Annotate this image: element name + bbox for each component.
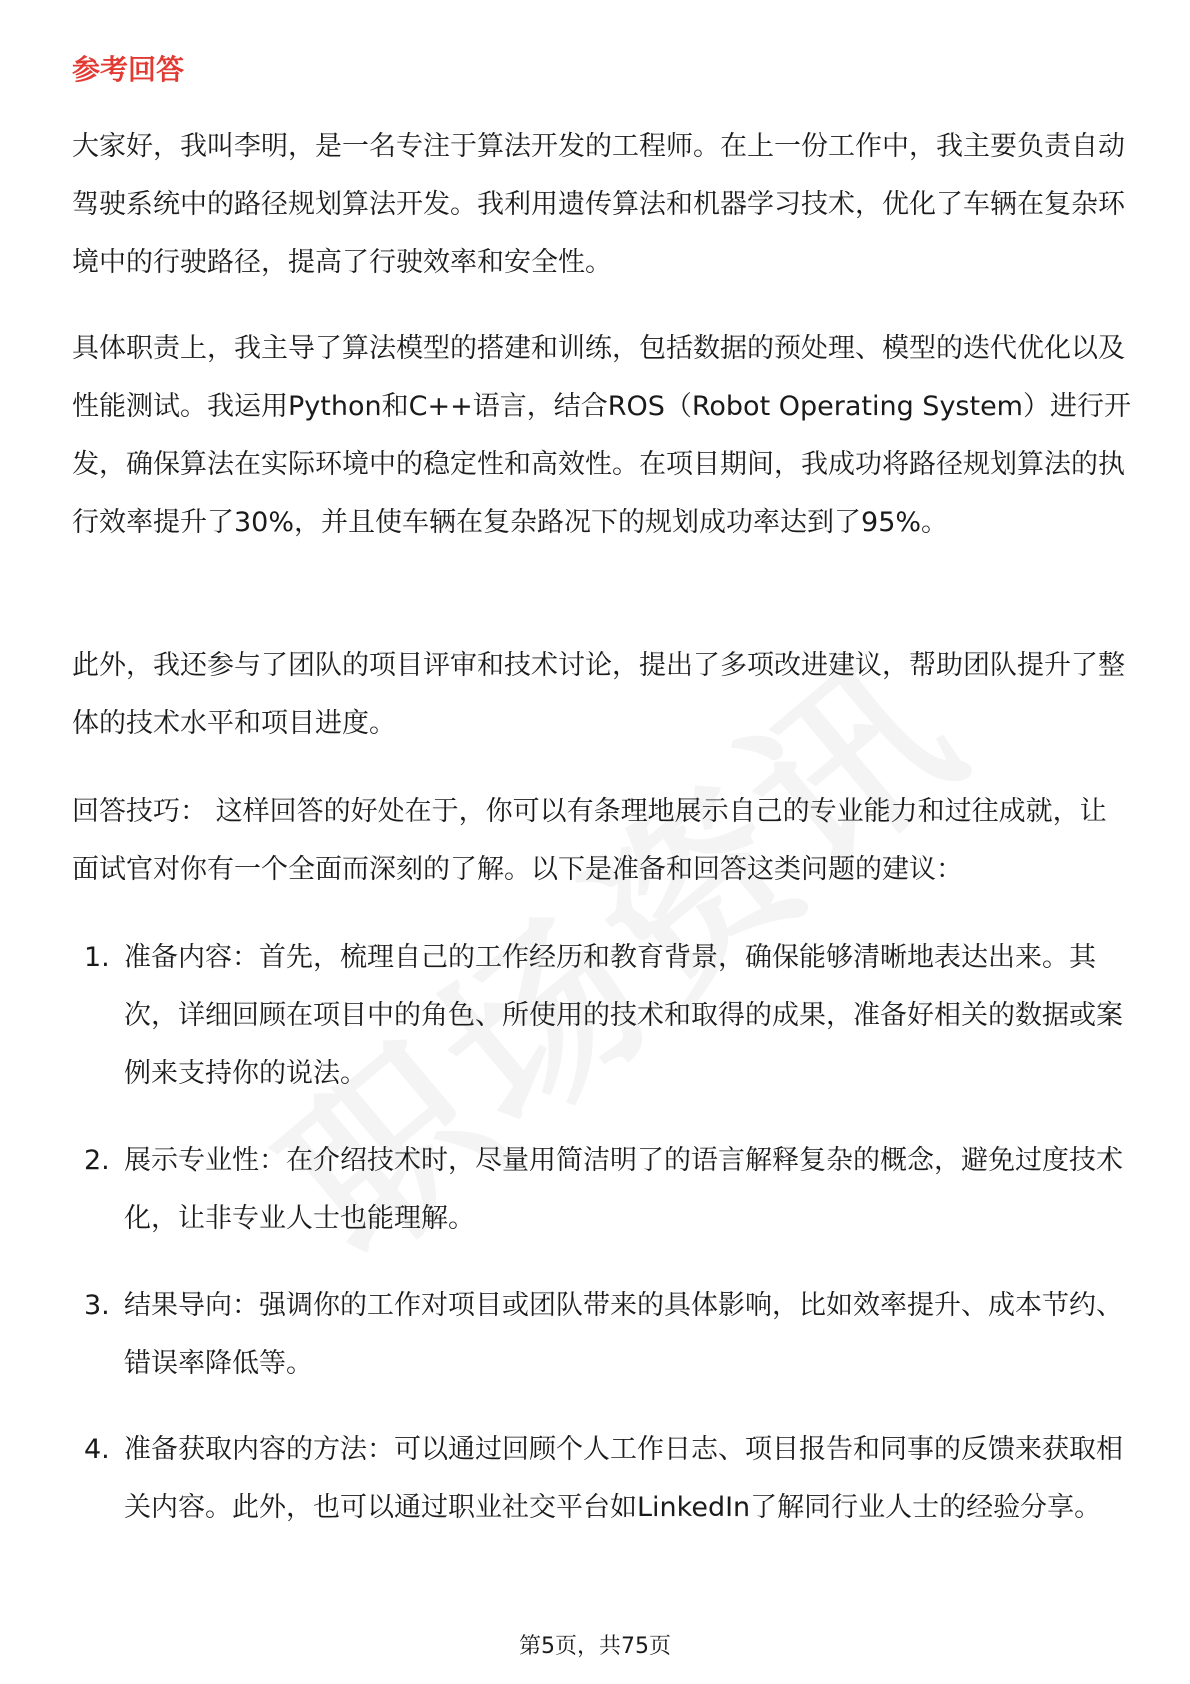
list-number: 2. xyxy=(84,1145,110,1176)
list-text: 准备内容：首先，梳理自己的工作经历和教育背景，确保能够清晰地表达出来。其次，详细回顾在项目中的角色、所使用的技术和取得的成果，准备好相关的数据或案例来支持你的说法。 xyxy=(124,942,1123,1089)
paragraph-responsibilities: 具体职责上，我主导了算法模型的搭建和训练，包括数据的预处理、模型的迭代优化以及性能测试。我运用Python和C++语言，结合ROS（Robot Operating System）进行开发，确保算法在实际环境中的稳定性和高效性。在项目期间，我成功将路径规划算法的执行效率提升了30%，并且使车辆在复杂路况下的规划成功率达到了95%。 xyxy=(72,333,1131,538)
paragraph-additional: 此外，我还参与了团队的项目评审和技术讨论，提出了多项改进建议，帮助团队提升了整体的技术水平和项目进度。 xyxy=(72,650,1125,739)
list-text: 展示专业性：在介绍技术时，尽量用简洁明了的语言解释复杂的概念，避免过度技术化，让非专业人士也能理解。 xyxy=(124,1145,1123,1234)
list-text: 准备获取内容的方法：可以通过回顾个人工作日志、项目报告和同事的反馈来获取相关内容。此外，也可以通过职业社交平台如LinkedIn了解同行业人士的经验分享。 xyxy=(124,1434,1123,1523)
section-heading: 参考回答 xyxy=(72,53,185,86)
page-number: 第5页，共75页 xyxy=(519,1634,671,1659)
list-number: 3. xyxy=(84,1290,110,1321)
list-number: 1. xyxy=(84,942,110,973)
paragraph-intro: 大家好，我叫李明，是一名专注于算法开发的工程师。在上一份工作中，我主要负责自动驾驶系统中的路径规划算法开发。我利用遗传算法和机器学习技术，优化了车辆在复杂环境中的行驶路径，提高了行驶效率和安全性。 xyxy=(72,131,1125,278)
list-number: 4. xyxy=(84,1434,110,1465)
paragraph-tips: 回答技巧： 这样回答的好处在于，你可以有条理地展示自己的专业能力和过往成就，让面试官对你有一个全面而深刻的了解。以下是准备和回答这类问题的建议： xyxy=(72,796,1107,885)
list-text: 结果导向：强调你的工作对项目或团队带来的具体影响，比如效率提升、成本节约、错误率降低等。 xyxy=(124,1290,1123,1379)
